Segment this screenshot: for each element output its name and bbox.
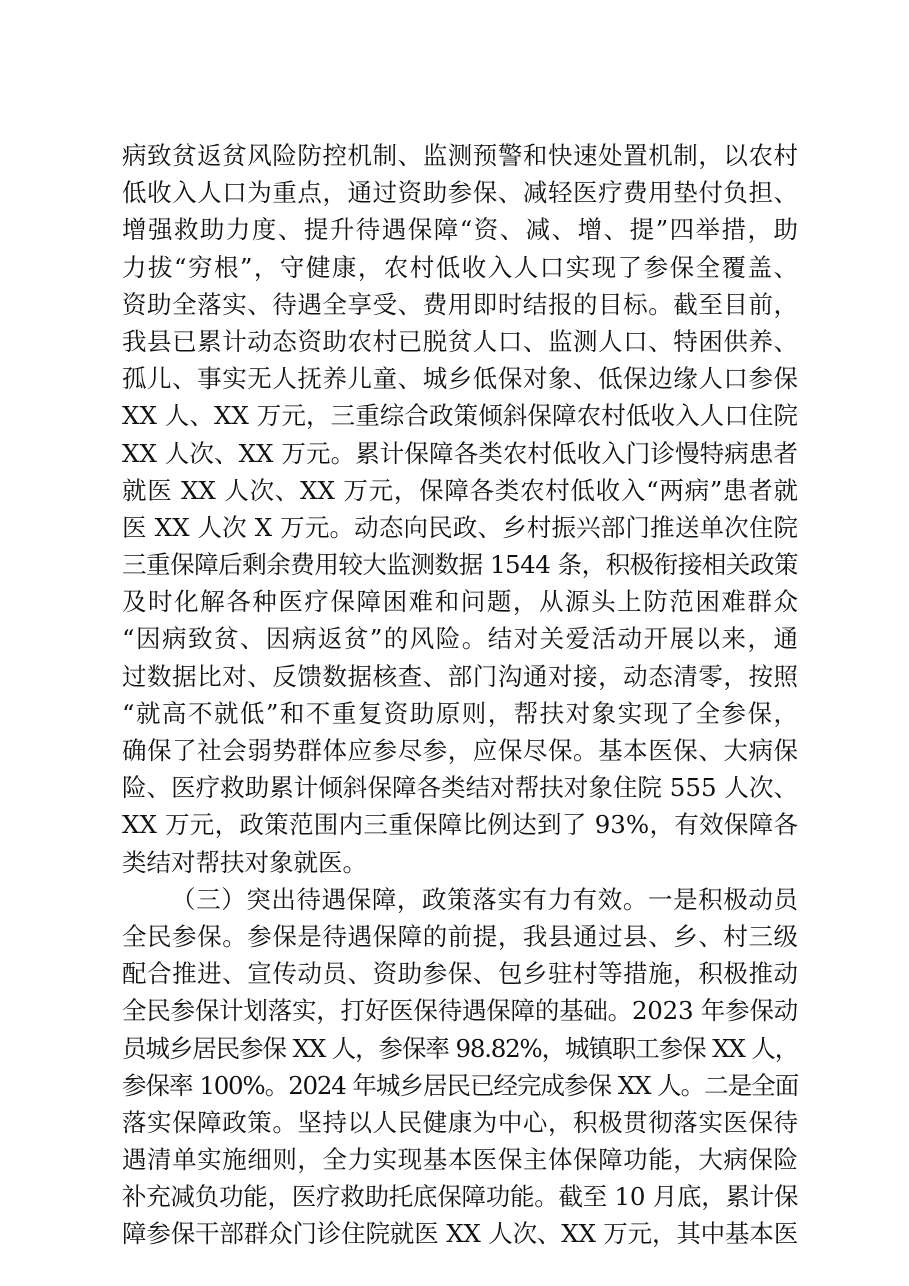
text-line-15: 过数据比对、反馈数据核查、部门沟通对接，动态清零，按照 [122,661,798,691]
body-text [122,137,798,1253]
text-line-24: 全民参保计划落实，打好医保待遇保障的基础。2023 年参保动 [122,996,798,1026]
section-heading-line: （三）突出待遇保障，政策落实有力有效。一是积极动员 [171,884,798,914]
text-line-10: 就医 XX 人次、XX 万元，保障各类农村低收入“两病”患者就 [122,475,798,505]
text-line-1: 病致贫返贫风险防控机制、监测预警和快速处置机制，以农村 [122,141,798,170]
text-line-3: 增强救助力度、提升待遇保障“资、减、增、提”四举措，助 [122,215,798,245]
text-line-22: 全民参保。参保是待遇保障的前提，我县通过县、乡、村三级 [122,921,798,951]
text-line-30: 障参保干部群众门诊住院就医 XX 人次、XX 万元，其中基本医 [122,1219,798,1249]
text-line-29: 补充减负功能，医疗救助托底保障功能。截至 10 月底，累计保 [122,1182,799,1212]
text-line-28: 遇清单实施细则，全力实现基本医保主体保障功能，大病保险 [122,1145,798,1175]
text-line-8: XX 人、XX 万元，三重综合政策倾斜保障农村低收入人口住院 [122,401,798,431]
text-line-13: 及时化解各种医疗保障困难和问题，从源头上防范困难群众 [122,587,798,617]
text-line-4: 力拔“穷根”，守健康，农村低收入人口实现了参保全覆盖、 [122,252,798,282]
text-line-20: 类结对帮扶对象就医。 [122,847,367,877]
text-line-5: 资助全落实、待遇全享受、费用即时结报的目标。截至目前， [122,289,798,319]
text-line-17: 确保了社会弱势群体应参尽参，应保尽保。基本医保、大病保 [122,736,798,765]
text-line-7: 孤儿、事实无人抚养儿童、城乡低保对象、低保边缘人口参保 [122,364,798,394]
text-line-6: 我县已累计动态资助农村已脱贫人口、监测人口、特困供养、 [122,326,798,356]
text-line-19: XX 万元，政策范围内三重保障比例达到了 93%，有效保障各 [122,810,798,840]
text-line-11: 医 XX 人次 X 万元。动态向民政、乡村振兴部门推送单次住院 [122,512,798,542]
text-line-14: “因病致贫、因病返贫”的风险。结对关爱活动开展以来，通 [122,624,798,654]
text-line-23: 配合推进、宣传动员、资助参保、包乡驻村等措施，积极推动 [122,959,798,989]
text-line-12: 三重保障后剩余费用较大监测数据 1544 条，积极衔接相关政策 [122,550,798,580]
text-line-18: 险、医疗救助累计倾斜保障各类结对帮扶对象住院 555 人次、 [122,773,798,803]
text-line-26: 参保率 100%。2024 年城乡居民已经完成参保 XX 人。二是全面 [122,1070,798,1100]
text-line-27: 落实保障政策。坚持以人民健康为中心，积极贯彻落实医保待 [122,1107,798,1137]
text-line-25: 员城乡居民参保 XX 人，参保率 98.82%，城镇职工参保 XX 人， [122,1033,798,1063]
text-line-2: 低收入人口为重点，通过资助参保、减轻医疗费用垫付负担、 [122,178,798,208]
text-line-9: XX 人次、XX 万元。累计保障各类农村低收入门诊慢特病患者 [122,438,798,468]
text-line-16: “就高不就低”和不重复资助原则，帮扶对象实现了全参保， [122,698,798,728]
